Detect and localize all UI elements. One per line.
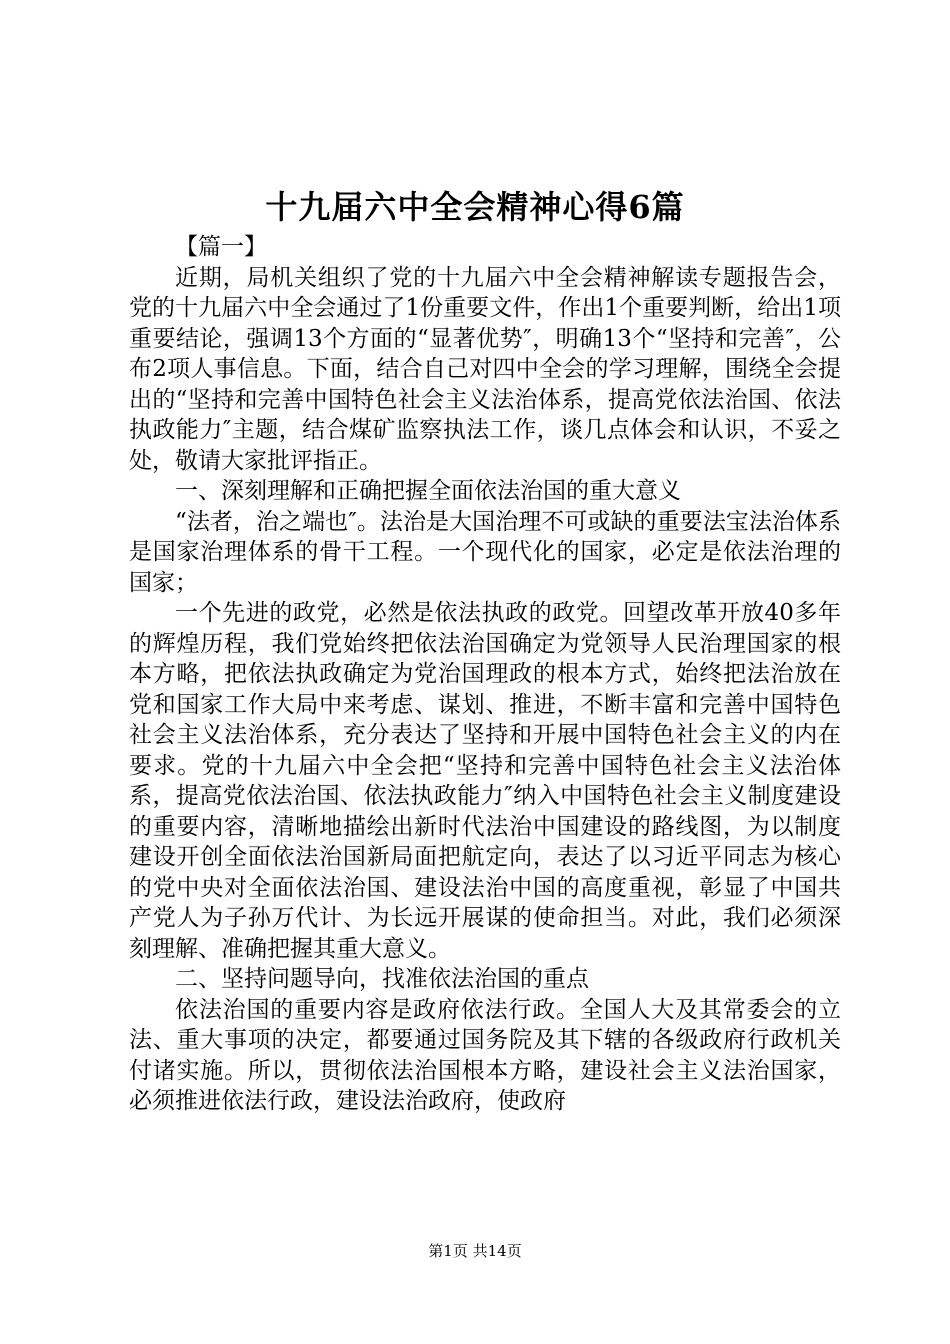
body-paragraph: 近期，局机关组织了党的十九届六中全会精神解读专题报告会，党的十九届六中全会通过了1份重要文件，作出1个重要判断，给出1项重要结论，强调13个方面的“显著优势″，明确13个“坚持和完善″，公布2项人事信息。下面，结合自己对四中全会的学习理解，围绕全会提出的“坚持和完善中国特色社会主义法治体系，提高党依法治国、依法执政能力″主题，结合煤矿监察执法工作，谈几点体会和认识，不妥之处，敬请大家批评指正。 [129, 264, 841, 474]
section-heading: 二、坚持问题导向，找准依法治国的重点 [175, 966, 589, 992]
body-paragraph: “法者，治之端也″。法治是大国治理不可或缺的重要法宝法治体系是国家治理体系的骨干工程。一个现代化的国家，必定是依法治理的国家； [129, 508, 841, 596]
section-heading: 一、深刻理解和正确把握全面依法治国的重大意义 [175, 478, 681, 504]
section-label: 【篇一】 [175, 234, 267, 260]
page-footer: 第1页 共14页 [428, 1242, 522, 1260]
document-body [129, 232, 841, 1117]
body-paragraph: 一个先进的政党，必然是依法执政的政党。回望改革开放40多年的辉煌历程，我们党始终把依法治国确定为党领导人民治理国家的根本方略，把依法执政确定为党治国理政的根本方式，始终把法治放在党和国家工作大局中来考虑、谋划、推进，不断丰富和完善中国特色社会主义法治体系，充分表达了坚持和开展中国特色社会主义的内在要求。党的十九届六中全会把“坚持和完善中国特色社会主义法治体系，提高党依法治国、依法执政能力″纳入中国特色社会主义制度建设的重要内容，清晰地描绘出新时代法治中国建设的路线图，为以制度建设开创全面依法治国新局面把航定向，表达了以习近平同志为核心的党中央对全面依法治国、建设法治中国的高度重视，彰显了中国共产党人为子孙万代计、为长远开展谋的使命担当。对此，我们必须深刻理解、准确把握其重大意义。 [129, 600, 841, 962]
body-paragraph: 依法治国的重要内容是政府依法行政。全国人大及其常委会的立法、重大事项的决定，都要通过国务院及其下辖的各级政府行政机关付诸实施。所以，贯彻依法治国根本方略，建设社会主义法治国家，必须推进依法行政，建设法治政府，使政府 [129, 996, 841, 1114]
document-title: 十九届六中全会精神心得6篇 [265, 188, 685, 226]
